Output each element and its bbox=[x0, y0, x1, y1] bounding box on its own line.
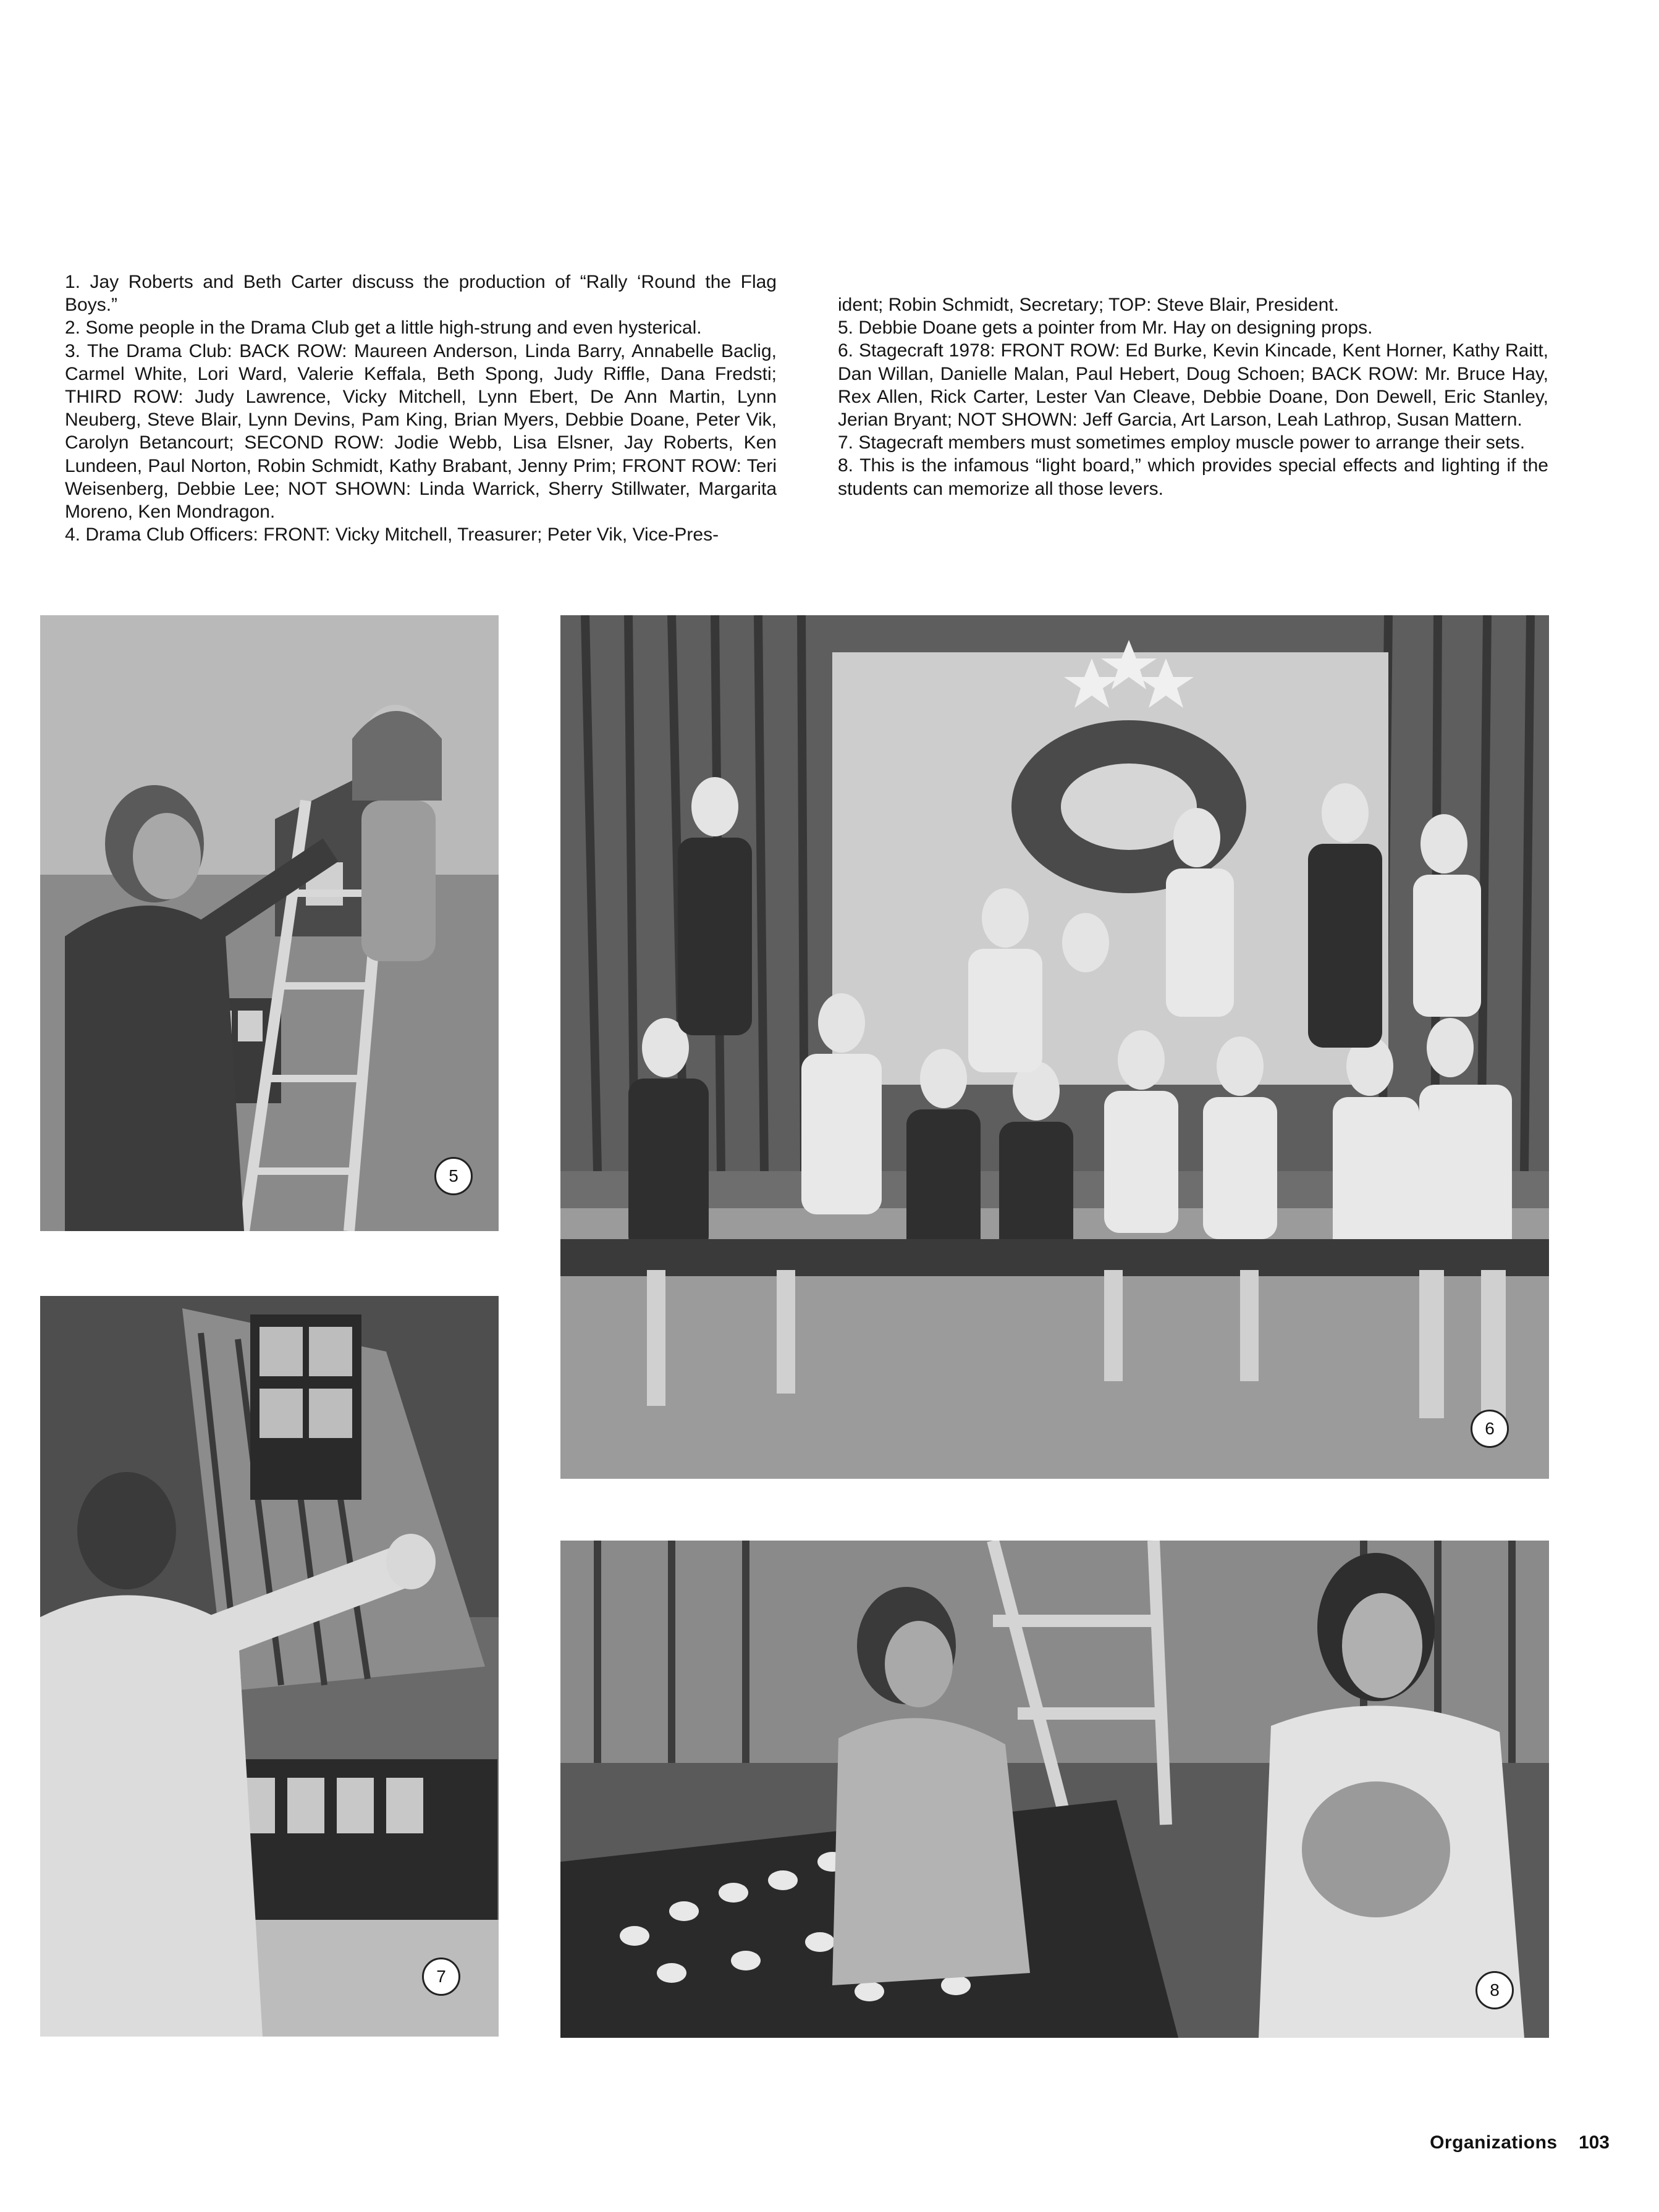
page-number: 103 bbox=[1578, 2132, 1610, 2153]
caption-4-continued: ident; Robin Schmidt, Secretary; TOP: Steve Blair, President. bbox=[838, 295, 1339, 315]
captions-left-column bbox=[65, 271, 777, 546]
photo-number-badge: 6 bbox=[1471, 1410, 1509, 1448]
photo-7 bbox=[40, 1296, 499, 2037]
section-name: Organizations bbox=[1430, 2132, 1558, 2153]
caption-5: 5. Debbie Doane gets a pointer from Mr. Hay on designing props. bbox=[838, 318, 1373, 339]
photo-7-illustration bbox=[40, 1296, 499, 2037]
photo-8 bbox=[560, 1541, 1549, 2038]
caption-7: 7. Stagecraft members must sometimes employ muscle power to arrange their sets. bbox=[838, 432, 1526, 453]
photo-number-badge: 8 bbox=[1475, 1971, 1514, 2009]
captions-right-column bbox=[838, 293, 1548, 500]
photo-6 bbox=[560, 615, 1549, 1479]
photo-6-illustration bbox=[560, 615, 1549, 1479]
caption-1: 1. Jay Roberts and Beth Carter discuss the production of “Rally ‘Round the Flag Boys.” bbox=[65, 272, 777, 316]
caption-4: 4. Drama Club Officers: FRONT: Vicky Mitchell, Treasurer; Peter Vik, Vice-Pres- bbox=[65, 524, 719, 545]
caption-8: 8. This is the infamous “light board,” which provides special effects and lighting if the students can memorize all those levers. bbox=[838, 455, 1548, 499]
photo-8-illustration bbox=[560, 1541, 1549, 2038]
caption-2: 2. Some people in the Drama Club get a little high-strung and even hysterical. bbox=[65, 318, 702, 339]
photo-5 bbox=[40, 615, 499, 1231]
page-footer bbox=[1430, 2132, 1610, 2153]
photo-5-illustration bbox=[40, 615, 499, 1231]
caption-3: 3. The Drama Club: BACK ROW: Maureen Anderson, Linda Barry, Annabelle Baclig, Carmel White, Lori Ward, Valerie Keffala, Beth Spong, Judy Riffle, Dana Fredsti; THIRD ROW: Judy Lawrence, Vicky Mitchell, Lynn Ebert, De Ann Martin, Lynn Neuberg, Steve Blair, Lynn Devins, Pam King, Brian Myers, Debbie Doane, Peter Vik, Carolyn Betancourt; SECOND ROW: Jodie Webb, Lisa Elsner, Jay Roberts, Ken Lundeen, Paul Norton, Robin Schmidt, Kathy Brabant, Jenny Prim; FRONT ROW: Teri Weisenberg, Debbie Lee; NOT SHOWN: Linda Warrick, Sherry Stillwater, Margarita Moreno, Ken Mondragon. bbox=[65, 340, 777, 523]
photo-number-badge: 7 bbox=[422, 1958, 460, 1996]
photo-number-badge: 5 bbox=[434, 1157, 473, 1195]
caption-6: 6. Stagecraft 1978: FRONT ROW: Ed Burke, Kevin Kincade, Kent Horner, Kathy Raitt, Dan Willan, Danielle Malan, Paul Hebert, Doug Schoen; BACK ROW: Mr. Bruce Hay, Rex Allen, Rick Carter, Lester Van Cleave, Debbie Doane, Don Dewell, Eric Stanley, Jerian Bryant; NOT SHOWN: Jeff Garcia, Art Larson, Leah Lathrop, Susan Mattern. bbox=[838, 340, 1548, 431]
